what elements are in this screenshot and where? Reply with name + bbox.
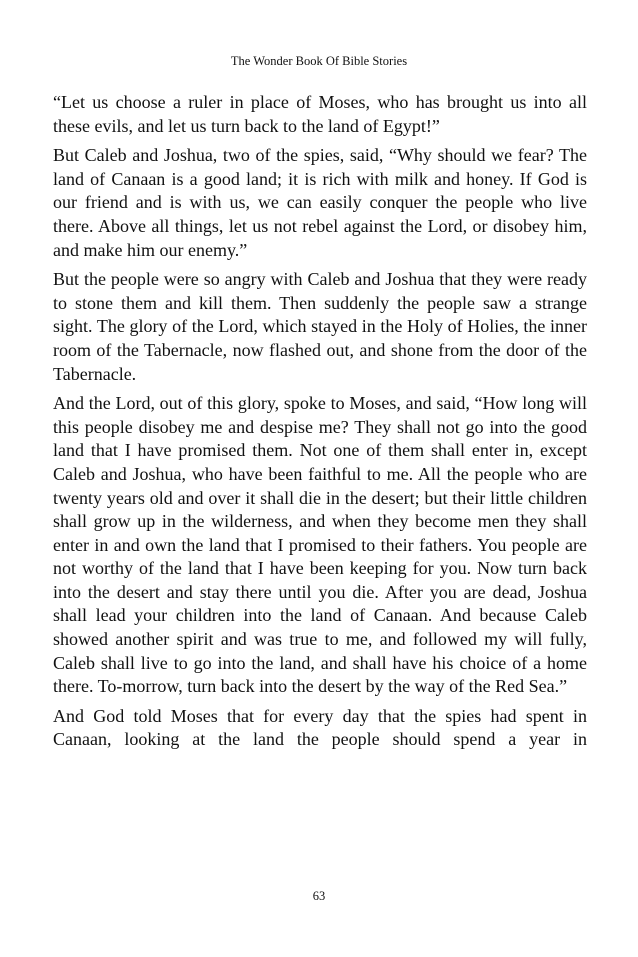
body-text [53, 91, 587, 752]
paragraph: And the Lord, out of this glory, spoke to Moses, and said, “How long will this people disobey me and despise me? They shall not go into the good land that I have promised them. Not one of them shall enter in, except Caleb and Joshua, who have been faithful to me. All the people who are twenty years old and over it shall die in the desert; but their little children shall grow up in the wilderness, and when they become men they shall enter in and own the land that I promised to their fathers. You people are not worthy of the land that I have been keeping for you. Now turn back into the desert and stay there until you die. After you are dead, Joshua shall lead your children into the land of Canaan. And because Caleb showed another spirit and was true to me, and followed my will fully, Caleb shall live to go into the land, and shall have his choice of a home there. To-morrow, turn back into the desert by the way of the Red Sea.” [53, 393, 587, 697]
page-number: 63 [312, 889, 326, 903]
paragraph: But Caleb and Joshua, two of the spies, said, “Why should we fear? The land of Canaan is a good land; it is rich with milk and honey. If God is our friend and is with us, we can easily conquer the people who live there. Above all things, let us not rebel against the Lord, or disobey him, and make him our enemy.” [53, 145, 587, 260]
paragraph: “Let us choose a ruler in place of Moses, who has brought us into all these evils, and let us turn back to the land of Egypt!” [53, 92, 587, 136]
paragraph: And God told Moses that for every day that the spies had spent in Canaan, looking at the land the people should spend a year in [53, 705, 587, 750]
running-header: The Wonder Book Of Bible Stories [230, 54, 408, 68]
paragraph: But the people were so angry with Caleb and Joshua that they were ready to stone them and kill them. Then suddenly the people saw a strange sight. The glory of the Lord, which stayed in the Holy of Holies, the inner room of the Tabernacle, now flashed out, and shone from the door of the Tabernacle. [53, 269, 587, 384]
